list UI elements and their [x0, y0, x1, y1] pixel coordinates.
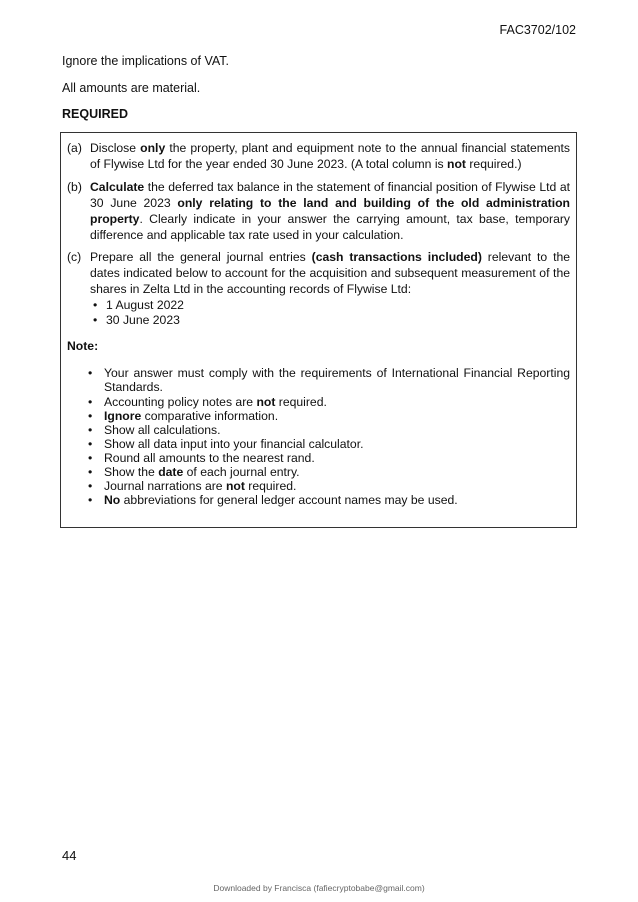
- bullet-icon: •: [88, 366, 93, 380]
- intro-vat: Ignore the implications of VAT.: [62, 54, 229, 68]
- bullet-icon: •: [88, 437, 93, 451]
- bullet-icon: •: [88, 409, 93, 423]
- note-item: • Journal narrations are not required.: [88, 479, 297, 493]
- bullet-icon: •: [88, 465, 93, 479]
- note-item: • Round all amounts to the nearest rand.: [88, 451, 315, 465]
- bullet-icon: •: [93, 313, 98, 327]
- note-title: Note:: [67, 339, 99, 353]
- question-c: [67, 249, 570, 297]
- bullet-icon: •: [88, 493, 93, 507]
- bullet-icon: •: [88, 423, 93, 437]
- bullet-icon: •: [88, 479, 93, 493]
- page-number: 44: [62, 848, 77, 863]
- bullet-icon: •: [93, 298, 98, 312]
- note-item: • Show all data input into your financial calculator.: [88, 437, 364, 451]
- date-item: • 1 August 2022: [93, 298, 184, 312]
- required-box: [60, 132, 577, 528]
- bullet-icon: •: [88, 395, 93, 409]
- question-a-label: (a): [67, 141, 82, 155]
- intro-material: All amounts are material.: [62, 81, 201, 95]
- page-code: FAC3702/102: [499, 23, 576, 37]
- question-a: [67, 140, 570, 172]
- date-item: • 30 June 2023: [93, 313, 180, 327]
- question-b: [67, 179, 570, 243]
- note-item: • Your answer must comply with the requirements of International Financial Reporting Standards.: [88, 366, 570, 395]
- download-footer: Downloaded by Francisca (fafiecryptobabe@gmail.com): [213, 883, 425, 893]
- required-heading: REQUIRED: [62, 107, 128, 121]
- note-item: • No abbreviations for general ledger account names may be used.: [88, 493, 458, 507]
- question-b-label: (b): [67, 180, 82, 194]
- note-item: • Show all calculations.: [88, 423, 221, 437]
- question-a-text: Disclose only the property, plant and equipment note to the annual financial statements of Flywise Ltd for the year ended 30 June 2023. (A total column is not required.): [90, 141, 570, 171]
- question-b-text: Calculate the deferred tax balance in the statement of financial position of Flywise Ltd at 30 June 2023 only relating to the land and building of the old administration property. Clearly indicate in your answer the carrying amount, tax base, temporary difference and applicable tax rate used in your calculation.: [90, 180, 570, 242]
- question-c-text: Prepare all the general journal entries (cash transactions included) relevant to the dates indicated below to account for the acquisition and subsequent measurement of the shares in Zelta Ltd in the accounting records of Flywise Ltd:: [90, 250, 571, 296]
- note-item: • Accounting policy notes are not required.: [88, 395, 327, 409]
- bullet-icon: •: [88, 451, 93, 465]
- note-item: • Ignore comparative information.: [88, 409, 279, 423]
- question-c-label: (c): [67, 250, 82, 264]
- note-item: • Show the date of each journal entry.: [88, 465, 300, 479]
